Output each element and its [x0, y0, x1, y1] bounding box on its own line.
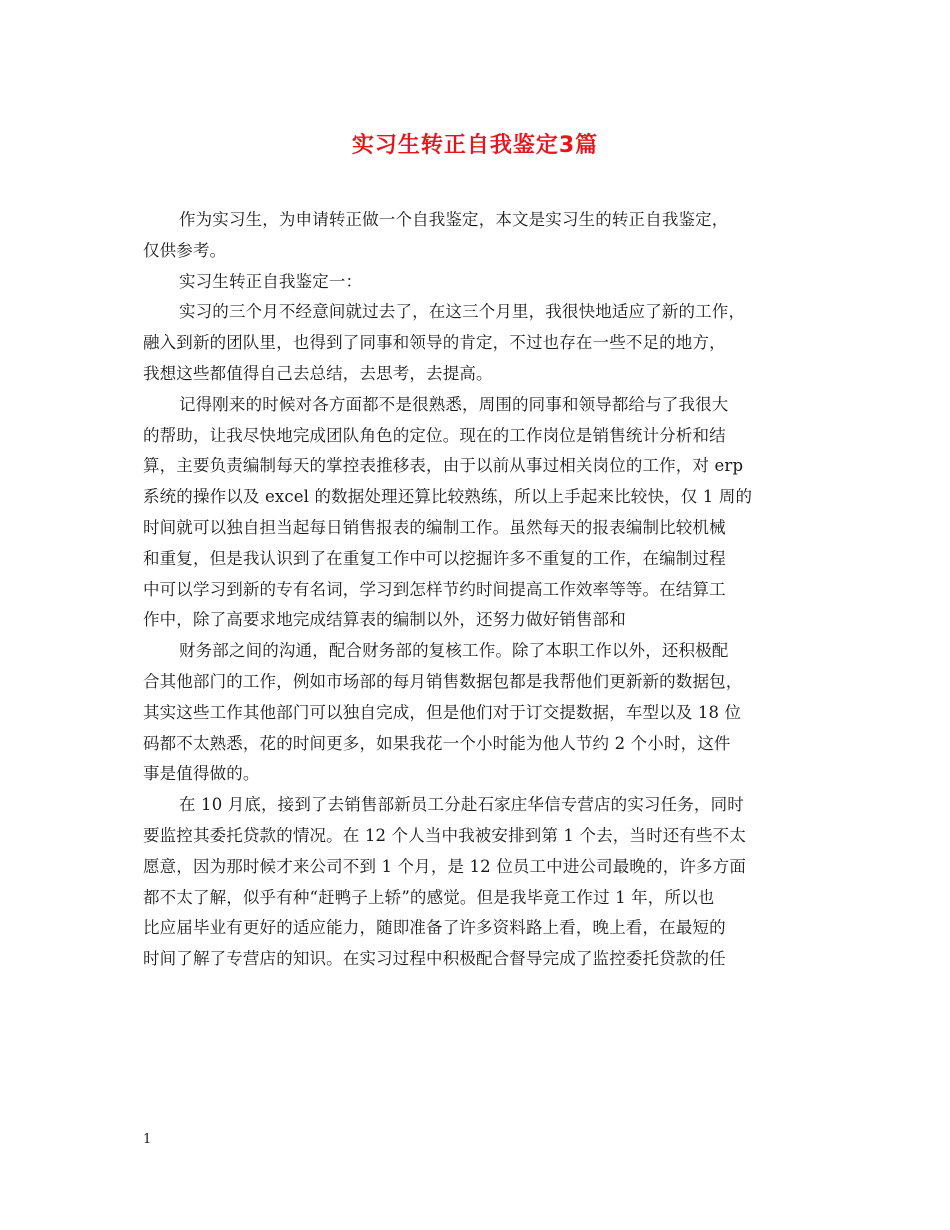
document-body	[143, 205, 811, 975]
text-line: 和重复，但是我认识到了在重复工作中可以挖掘许多不重复的工作，在编制过程	[143, 548, 726, 568]
text-line: 中可以学习到新的专有名词，学习到怎样节约时间提高工作效率等等。在结算工	[143, 579, 726, 599]
text-line: 时间就可以独自担当起每日销售报表的编制工作。虽然每天的报表编制比较机械	[143, 517, 726, 537]
text-line: 作为实习生，为申请转正做一个自我鉴定，本文是实习生的转正自我鉴定，	[179, 210, 729, 229]
text-line: 实习生转正自我鉴定一：	[179, 271, 363, 291]
text-line: 财务部之间的沟通，配合财务部的复核工作。除了本职工作以外，还积极配	[179, 641, 729, 661]
text-line: 的帮助，让我尽快地完成团队角色的定位。现在的工作岗位是销售统计分析和结	[143, 425, 726, 445]
text-line: 其实这些工作其他部门可以独自完成，但是他们对于订交提数据，车型以及 18 位	[143, 702, 742, 722]
text-line: 算，主要负责编制每天的掌控表推移表，由于以前从事过相关岗位的工作，对 erp	[143, 456, 744, 476]
text-line: 我想这些都值得自己去总结，去思考，去提高。	[143, 363, 493, 383]
text-line: 时间了解了专营店的知识。在实习过程中积极配合督导完成了监控委托贷款的任	[143, 949, 726, 969]
text-line: 比应届毕业有更好的适应能力，随即准备了许多资料路上看，晚上看，在最短的	[143, 918, 726, 938]
text-line: 仅供参考。	[143, 240, 227, 260]
text-line: 愿意，因为那时候才来公司不到 1 个月，是 12 位员工中进公司最晚的，许多方面	[143, 856, 746, 876]
text-line: 都不太了解，似乎有种“赶鸭子上轿”的感觉。但是我毕竟工作过 1 年，所以也	[143, 887, 715, 907]
text-line: 要监控其委托贷款的情况。在 12 个人当中我被安排到第 1 个去，当时还有些不太	[143, 825, 746, 845]
text-line: 实习的三个月不经意间就过去了，在这三个月里，我很快地适应了新的工作，	[179, 302, 746, 322]
text-line: 在 10 月底，接到了去销售部新员工分赴石家庄华信专营店的实习任务，同时	[179, 795, 744, 815]
text-line: 记得刚来的时候对各方面都不是很熟悉，周围的同事和领导都给与了我很大	[179, 394, 729, 414]
text-line: 作中，除了高要求地完成结算表的编制以外，还努力做好销售部和	[143, 610, 626, 630]
text-line: 系统的操作以及 excel 的数据处理还算比较熟练，所以上手起来比较快，仅 1 周的	[143, 487, 753, 507]
text-line: 融入到新的团队里，也得到了同事和领导的肯定，不过也存在一些不足的地方，	[143, 333, 726, 353]
text-line: 码都不太熟悉，花的时间更多，如果我花一个小时能为他人节约 2 个小时，这件	[143, 733, 731, 753]
text-line: 事是值得做的。	[143, 764, 260, 784]
text-line: 合其他部门的工作，例如市场部的每月销售数据包都是我帮他们更新新的数据包，	[143, 671, 743, 691]
document-title: 实习生转正自我鉴定3篇	[351, 133, 599, 158]
page-number: 1	[143, 1132, 152, 1147]
